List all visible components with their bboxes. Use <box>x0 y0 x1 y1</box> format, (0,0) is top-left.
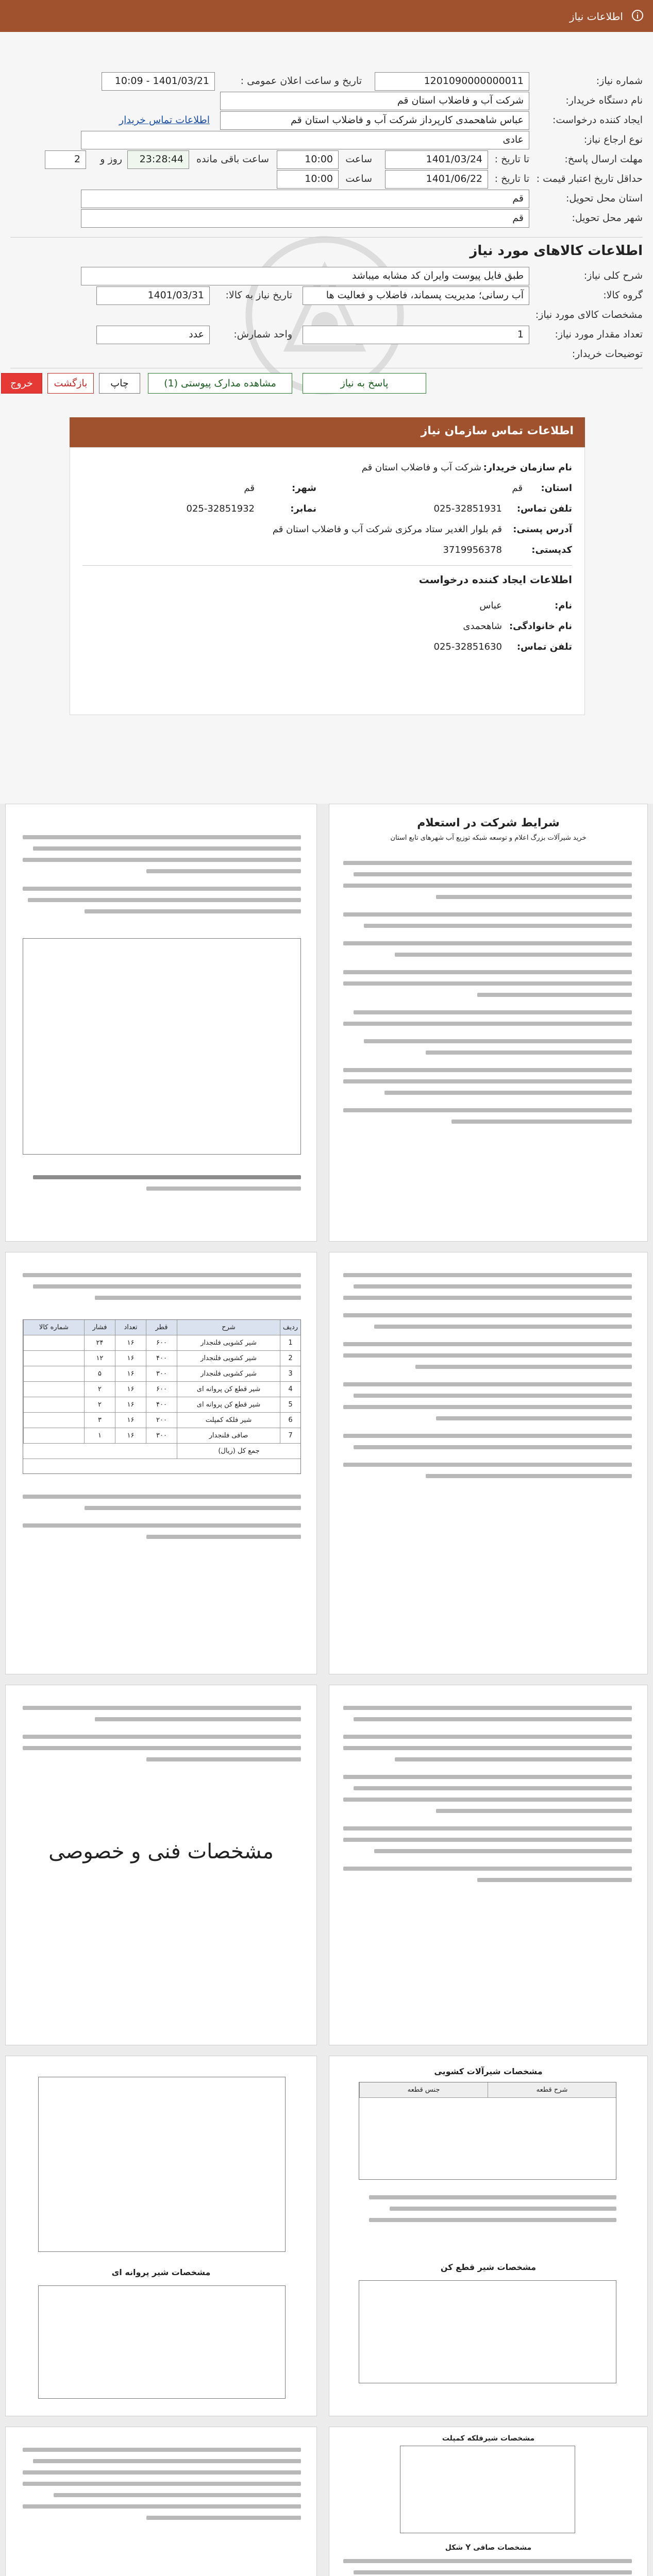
creator-family-label: نام خانوادگی: <box>509 621 572 632</box>
contact-fax-value: 025-32851932 <box>186 503 255 514</box>
table-sum-row: جمع کل (ریال) <box>23 1444 300 1459</box>
info-icon <box>631 9 644 22</box>
doc-conditions-title: شرایط شرکت در استعلام <box>417 817 560 829</box>
creator-name-value: عباس <box>479 600 502 611</box>
validity-date-field: 1401/06/22 <box>385 170 488 189</box>
creator-info-title: اطلاعات ایجاد کننده درخواست <box>418 573 572 586</box>
deadline-time-label: ساعت <box>345 154 372 165</box>
gate-valve-complete-title: مشخصات شیرفلکه کمپلت <box>442 2434 535 2443</box>
y-strainer-title: مشخصات صافی Y شکل <box>445 2544 532 2552</box>
goods-need-date-label: تاریخ نیاز به کالا: <box>225 290 292 301</box>
contact-section-title: اطلاعات تماس سازمان نیاز <box>421 425 574 437</box>
announce-datetime-label: تاریخ و ساعت اعلان عمومی : <box>240 75 362 87</box>
document-page <box>5 2056 317 2416</box>
table-row: 7 صافی فلنجدار ۳۰۰ ۱۶ ۱ <box>23 1428 300 1444</box>
org-label: نام سازمان خریدار: <box>483 462 572 473</box>
document-page <box>5 804 317 1242</box>
buyer-notes-label: توضیحات خریدار: <box>572 348 643 360</box>
contact-address-label: آدرس پستی: <box>513 524 572 535</box>
goods-need-date-field: 1401/03/31 <box>96 286 210 305</box>
butterfly-valve-title: مشخصات شیر پروانه ای <box>111 2267 211 2277</box>
creator-phone-value: 025-32851630 <box>433 641 502 652</box>
buyer-contact-link[interactable]: اطلاعات تماس خریدار <box>119 114 210 126</box>
exit-button[interactable]: خروج <box>1 373 42 394</box>
table-row: 4 شیر قطع کن پروانه ای ۶۰۰ ۱۶ ۲ <box>23 1382 300 1397</box>
org-value: شرکت آب و فاضلاب استان قم <box>361 462 481 473</box>
table-row: 2 شیر کشویی فلنجدار ۴۰۰ ۱۶ ۱۲ <box>23 1351 300 1366</box>
remaining-days-field: 2 <box>45 150 86 169</box>
back-button[interactable]: بازگشت <box>47 373 94 394</box>
delivery-province-label: استان محل تحویل: <box>565 193 643 204</box>
table-header-row: ردیف شرح قطر تعداد فشار شماره کالا <box>23 1320 300 1335</box>
goods-desc-field: طبق فایل پیوست وایران کد مشابه میباشد <box>81 267 529 285</box>
creator-name-label: نام: <box>555 600 572 611</box>
validity-time-field: 10:00 <box>277 170 339 189</box>
table-row: 6 شیر فلکه کمپلت ۲۰۰ ۱۶ ۳ <box>23 1413 300 1428</box>
delivery-city-field: قم <box>81 209 529 228</box>
remaining-label: ساعت باقی مانده <box>196 154 269 165</box>
goods-spec-label: مشخصات کالای مورد نیاز: <box>535 309 643 320</box>
document-page <box>5 1252 317 1674</box>
attached-document-pages <box>0 804 653 2576</box>
remaining-time-field: 23:28:44 <box>127 150 189 169</box>
deadline-date-field: 1401/03/24 <box>385 150 488 169</box>
document-page <box>329 804 648 1242</box>
request-creator-field: عباس شاهحمدی کارپرداز شرکت آب و فاضلاب استان قم <box>220 111 529 130</box>
contact-panel <box>70 447 585 715</box>
validity-time-label: ساعت <box>345 173 372 184</box>
remaining-day-word: روز و <box>100 154 122 165</box>
contact-city-value: قم <box>244 483 255 494</box>
contact-city-label: شهر: <box>292 483 316 494</box>
table-row: 3 شیر کشویی فلنجدار ۳۰۰ ۱۶ ۵ <box>23 1366 300 1382</box>
price-validity-label: حداقل تاریخ اعتبار قیمت : <box>536 173 643 184</box>
need-number-field: 1201090000000011 <box>375 72 529 91</box>
creator-family-value: شاهحمدی <box>463 621 502 632</box>
deadline-time-field: 10:00 <box>277 150 339 169</box>
contact-phone-label: تلفن تماس: <box>516 503 572 514</box>
contact-section-header <box>70 417 585 447</box>
print-button[interactable]: چاپ <box>99 373 140 394</box>
gate-valve-spec-title: مشخصات شیرآلات کشویی <box>434 2066 543 2076</box>
contact-postal-label: کدپستی: <box>531 545 572 555</box>
goods-group-field: آب رسانی؛ مدیریت پسماند، فاضلاب و فعالیت ها <box>303 286 529 305</box>
delivery-province-field: قم <box>81 190 529 208</box>
validity-date-label: تا تاریخ : <box>494 173 529 184</box>
contact-fax-label: نمابر: <box>290 503 316 514</box>
page-header <box>0 0 653 32</box>
technical-specs-heading: مشخصات فنی و خصوصی <box>48 1840 274 1863</box>
contact-postal-value: 3719956378 <box>443 545 502 555</box>
document-page <box>329 1252 648 1674</box>
shutoff-valve-title: مشخصات شیر قطع کن <box>440 2262 537 2272</box>
page-title: اطلاعات نیاز <box>570 10 623 23</box>
goods-unit-label: واحد شمارش: <box>233 329 292 340</box>
doc-conditions-subtitle: خرید شیرآلات بزرگ اعلام و توسعه شبکه توزیع آب شهرهای تابع استان <box>390 834 587 842</box>
contact-province-value: قم <box>512 483 523 494</box>
delivery-city-label: شهر محل تحویل: <box>572 212 643 224</box>
goods-count-label: تعداد مقدار مورد نیاز: <box>555 329 643 340</box>
goods-group-label: گروه کالا: <box>603 290 643 301</box>
document-page <box>5 2427 317 2576</box>
table-header-row: شرح قطعه جنس قطعه <box>359 2082 616 2098</box>
divider <box>82 565 572 566</box>
deadline-date-label: تا تاریخ : <box>494 154 529 165</box>
goods-count-field: 1 <box>303 326 529 344</box>
items-table <box>23 1319 301 1474</box>
contact-address-value: قم بلوار الغدیر ستاد مرکزی شرکت آب و فاضلاب استان قم <box>272 524 502 535</box>
creator-phone-label: تلفن تماس: <box>516 641 572 652</box>
document-page <box>329 2056 648 2416</box>
announce-datetime-field: 1401/03/21 - 10:09 <box>102 72 215 91</box>
table-row: 1 شیر کشویی فلنجدار ۶۰۰ ۱۶ ۲۴ <box>23 1335 300 1351</box>
document-page <box>329 2427 648 2576</box>
document-page <box>329 1685 648 2045</box>
view-attachments-button[interactable]: مشاهده مدارک پیوستی (1) <box>148 373 292 394</box>
goods-desc-label: شرح کلی نیاز: <box>583 270 643 281</box>
request-creator-label: ایجاد کننده درخواست: <box>552 114 643 126</box>
referral-type-field: عادی <box>81 131 529 149</box>
buyer-device-field: شرکت آب و فاضلاب استان قم <box>220 92 529 110</box>
need-number-label: شماره نیاز: <box>596 75 643 87</box>
contact-phone-value: 025-32851931 <box>433 503 502 514</box>
contact-province-label: استان: <box>541 483 572 494</box>
document-page <box>5 1685 317 2045</box>
divider <box>10 237 643 238</box>
table-row: 5 شیر قطع کن پروانه ای ۴۰۰ ۱۶ ۲ <box>23 1397 300 1413</box>
goods-section-title: اطلاعات کالاهای مورد نیاز <box>470 243 643 259</box>
deadline-label: مهلت ارسال پاسخ: <box>564 154 643 165</box>
reply-to-need-button[interactable]: پاسخ به نیاز <box>303 373 426 394</box>
buyer-device-label: نام دستگاه خریدار: <box>565 95 643 106</box>
goods-unit-field: عدد <box>96 326 210 344</box>
referral-type-label: نوع ارجاع نیاز: <box>583 134 643 145</box>
